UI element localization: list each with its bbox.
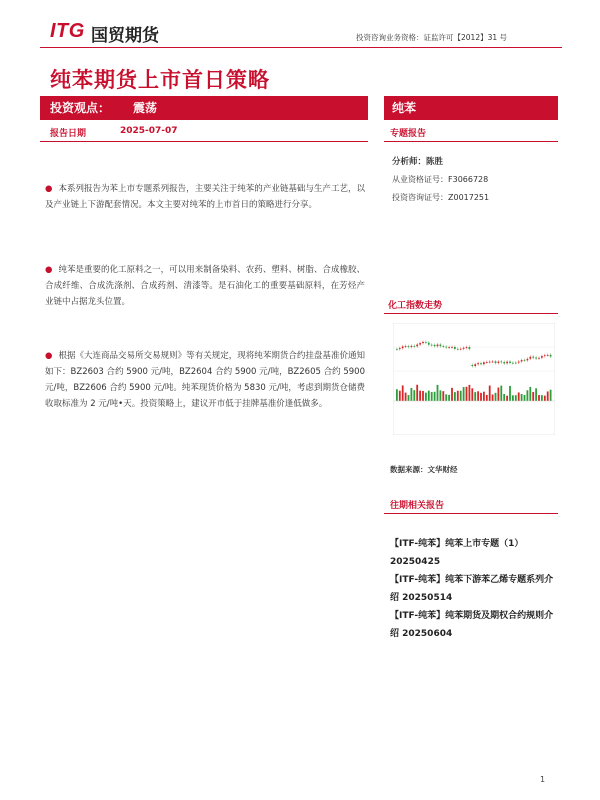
analyst: 分析师：陈胜 xyxy=(392,157,444,167)
candle xyxy=(466,347,468,348)
candle xyxy=(411,346,413,347)
volume-bar xyxy=(411,388,413,401)
candle xyxy=(535,358,537,359)
volume-bar xyxy=(434,392,436,401)
index-chart-image xyxy=(393,323,555,435)
candle xyxy=(428,343,430,345)
volume-bar xyxy=(469,385,471,401)
license-text: 投资咨询业务资格：证监许可【2012】31 号 xyxy=(356,33,508,42)
candle xyxy=(419,343,421,344)
volume-bar xyxy=(483,392,485,401)
candle xyxy=(425,342,427,343)
candle xyxy=(518,362,520,363)
volume-bar xyxy=(506,396,508,401)
past-reports-title: 往期相关报告 xyxy=(390,501,445,511)
view-value: 震荡 xyxy=(133,101,158,115)
volume-bar xyxy=(399,391,401,401)
paragraph-text: 纯苯是重要的化工原料之一，可以用来制备染料、农药、塑料、树脂、合成橡胶、合成纤维、合成洗涤剂、合成药剂、清漆等。是石油化工的重要基础原料，在芳烃产业链中占据龙头位置。 xyxy=(45,265,365,307)
candle xyxy=(489,362,491,363)
candle xyxy=(544,355,546,356)
volume-bar xyxy=(529,387,531,401)
volume-bar xyxy=(405,393,407,401)
index-chart-title: 化工指数走势 xyxy=(388,301,443,311)
candle xyxy=(547,355,549,356)
volume-bar xyxy=(428,391,430,401)
candle xyxy=(460,349,462,350)
report-date-label: 报告日期 xyxy=(50,129,87,139)
volume-bar xyxy=(396,389,398,401)
volume-bar xyxy=(512,395,514,401)
volume-bar xyxy=(454,392,456,401)
candle xyxy=(445,347,447,348)
volume-bar xyxy=(463,387,465,401)
chart-frame xyxy=(393,323,555,435)
volume-bar xyxy=(541,395,543,401)
paragraph-intro xyxy=(45,181,365,213)
volume-bar xyxy=(495,393,497,401)
volume-bar xyxy=(547,391,549,401)
candle xyxy=(550,355,552,357)
candle xyxy=(500,361,502,362)
advisory-cert: 投资咨询证号：Z0017251 xyxy=(392,193,490,202)
volume-bar xyxy=(544,396,546,401)
volume-bar xyxy=(550,390,552,401)
volume-bar xyxy=(425,393,427,401)
candle xyxy=(492,362,494,363)
candle xyxy=(515,363,517,364)
section-divider xyxy=(384,141,558,142)
volume-bar xyxy=(466,387,468,401)
volume-bar xyxy=(457,391,459,401)
volume-bar xyxy=(477,391,479,401)
volume-bar xyxy=(535,388,537,401)
candle xyxy=(469,347,471,349)
past-reports-list xyxy=(390,535,558,643)
data-source: 数据来源：文华财经 xyxy=(390,465,458,474)
candle xyxy=(422,342,424,343)
candle xyxy=(408,346,410,347)
volume-bar xyxy=(503,394,505,401)
practice-cert: 从业资格证号：F3066728 xyxy=(392,175,489,184)
candle xyxy=(413,346,415,347)
paragraph-text: 根据《大连商品交易所交易规则》等有关规定，现将纯苯期货合约挂盘基准价通知如下：BZ2603 合约 5900 元/吨，BZ2604 合约 5900 元/吨，BZ2605 合约 5900 元/吨，BZ2606 合约 5900 元/吨。纯苯现货价格为 5830 元/吨，考虑到期货仓储费收取标准为 2 元/吨•天。投资策略上，建议开市低于挂牌基准价逢低做多。 xyxy=(45,351,365,409)
volume-bar xyxy=(500,386,502,401)
candle xyxy=(434,345,436,346)
volume-bar xyxy=(480,393,482,401)
section-type: 专题报告 xyxy=(390,129,427,139)
volume-bar xyxy=(440,390,442,401)
candle xyxy=(399,348,401,349)
volume-bar xyxy=(492,394,494,401)
product-name: 纯苯 xyxy=(392,101,417,115)
candle xyxy=(495,361,497,363)
volume-bar xyxy=(416,385,418,401)
candle xyxy=(451,347,453,348)
volume-bar xyxy=(431,392,433,401)
bullet-icon: ● xyxy=(45,184,53,194)
candle xyxy=(396,349,398,350)
bullet-icon: ● xyxy=(45,265,53,275)
page-number: 1 xyxy=(540,775,546,784)
volume-bar xyxy=(442,391,444,401)
volume-bar xyxy=(448,395,450,401)
paragraph-text: 本系列报告为苯上市专题系列报告，主要关注于纯苯的产业链基础与生产工艺，以及产业链上下游配套情况。本文主要对纯苯的上市首日的策略进行分享。 xyxy=(45,184,365,210)
volume-bar xyxy=(489,386,491,401)
date-divider xyxy=(40,141,368,142)
candle xyxy=(454,347,456,349)
candle xyxy=(437,345,439,347)
candle xyxy=(477,363,479,364)
logo-brand: ITG xyxy=(50,20,85,42)
candle xyxy=(483,362,485,364)
candle xyxy=(442,346,444,347)
volume-bar xyxy=(445,394,447,401)
candle xyxy=(480,363,482,364)
report-title: 纯苯期货上市首日策略 xyxy=(50,68,270,92)
volume-bar xyxy=(422,391,424,401)
volume-bar xyxy=(524,395,526,401)
volume-bar xyxy=(402,385,404,401)
bullet-icon: ● xyxy=(45,351,53,361)
header-divider xyxy=(40,47,562,48)
candle xyxy=(529,357,531,359)
report-date-value: 2025-07-07 xyxy=(120,126,178,136)
candle xyxy=(512,363,514,364)
candle xyxy=(541,356,543,358)
past-report-item[interactable]: 【ITF-纯苯】纯苯下游苯乙烯专题系列介绍 20250514 xyxy=(390,575,554,603)
volume-bar xyxy=(498,388,500,401)
volume-bar xyxy=(509,386,511,401)
volume-bar xyxy=(413,390,415,401)
volume-bar xyxy=(474,392,476,401)
candle xyxy=(457,349,459,350)
candle xyxy=(416,345,418,347)
volume-bar xyxy=(437,385,439,401)
candle xyxy=(521,360,523,361)
past-report-item[interactable]: 【ITF-纯苯】纯苯上市专题（1）20250425 xyxy=(390,539,524,567)
candle xyxy=(440,345,442,347)
candle xyxy=(524,360,526,361)
candle xyxy=(486,362,488,363)
volume-bar xyxy=(486,395,488,401)
candle xyxy=(503,362,505,363)
candle xyxy=(431,345,433,346)
volume-bar xyxy=(408,395,410,401)
candle xyxy=(405,346,407,347)
volume-bar xyxy=(532,392,534,401)
view-label: 投资观点： xyxy=(50,101,111,115)
index-divider xyxy=(384,313,558,314)
candle xyxy=(538,358,540,359)
paragraph-product xyxy=(45,262,365,310)
candle xyxy=(527,359,529,360)
candle xyxy=(498,362,500,363)
candle xyxy=(471,365,473,366)
volume-bar xyxy=(451,388,453,401)
volume-bar xyxy=(521,394,523,401)
logo-name: 国贸期货 xyxy=(91,26,159,46)
paragraph-strategy xyxy=(45,348,365,412)
candle xyxy=(506,362,508,364)
volume-bar xyxy=(527,390,529,401)
volume-bar xyxy=(515,395,517,401)
past-reports-divider xyxy=(384,513,558,514)
candle xyxy=(402,346,404,348)
candle xyxy=(532,357,534,358)
volume-bar xyxy=(518,392,520,401)
candle xyxy=(463,348,465,349)
volume-bar xyxy=(471,388,473,401)
volume-bar xyxy=(460,391,462,401)
past-report-item[interactable]: 【ITF-纯苯】纯苯期货及期权合约规则介绍 20250604 xyxy=(390,611,554,639)
candle xyxy=(474,364,476,366)
volume-bar xyxy=(538,395,540,401)
candle xyxy=(509,362,511,363)
volume-bar xyxy=(419,391,421,401)
candle xyxy=(448,347,450,348)
